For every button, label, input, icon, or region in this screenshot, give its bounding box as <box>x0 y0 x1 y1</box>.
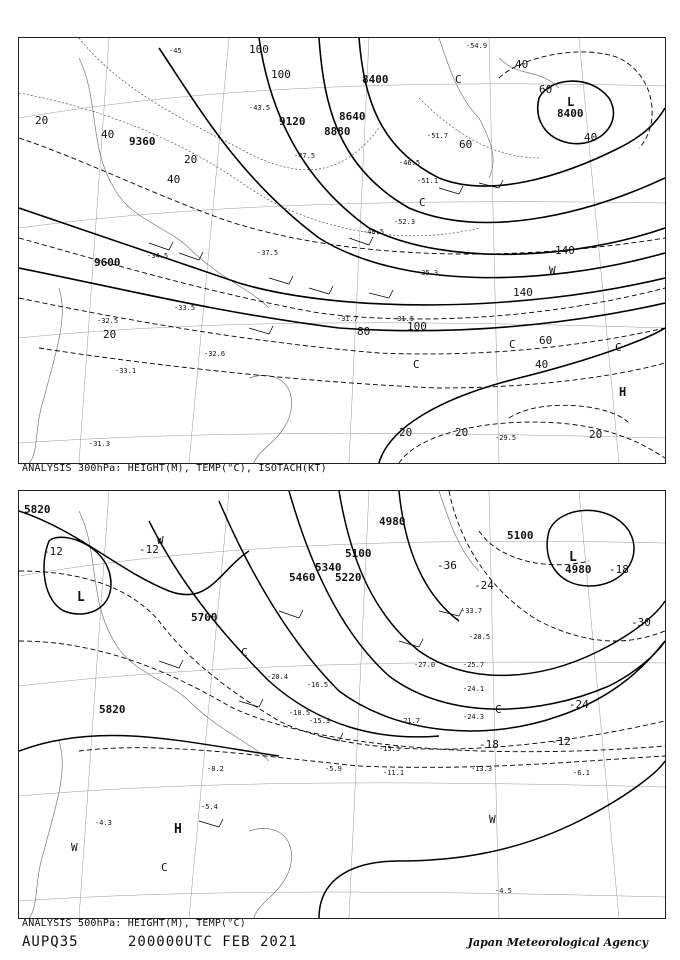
station-value: -54.9 <box>466 42 488 50</box>
isotach-label: 20 <box>399 426 413 439</box>
cold-marker: C <box>161 861 168 874</box>
cold-marker: C <box>615 341 622 354</box>
station-value: -13.3 <box>471 765 493 773</box>
map-500hpa <box>19 491 665 918</box>
warm-marker: W <box>71 841 78 854</box>
station-value: -35.3 <box>417 269 439 277</box>
isotach-label: 100 <box>271 68 291 81</box>
isotach-label: 20 <box>35 114 49 127</box>
isotach-label: 20 <box>589 428 603 441</box>
temperature-label: -24 <box>474 579 494 592</box>
temperature-label: -24 <box>569 698 589 711</box>
map-300hpa <box>19 38 665 463</box>
high-center-marker: H <box>619 385 627 399</box>
isotach-label: 80 <box>357 325 371 338</box>
isotach-label: 20 <box>455 426 469 439</box>
isotach-label: 60 <box>539 83 553 96</box>
warm-marker: W <box>157 534 164 547</box>
station-value: -45 <box>169 47 182 55</box>
station-value: -15.5 <box>379 745 401 753</box>
station-value: -46.5 <box>399 159 421 167</box>
isotach-label: 100 <box>407 320 427 333</box>
cold-marker: C <box>413 358 420 371</box>
station-value: -47.5 <box>294 152 316 160</box>
height-label: 5220 <box>335 571 362 584</box>
cold-marker: C <box>495 703 502 716</box>
chart-id: AUPQ35 <box>22 934 79 950</box>
station-value: -21.7 <box>399 717 421 725</box>
chart-500hpa <box>18 490 666 919</box>
low-center-marker: L <box>569 550 577 565</box>
cold-marker: C <box>241 646 248 659</box>
analysis-datetime: 200000UTC FEB 2021 <box>128 934 298 950</box>
temperature-label: -12 <box>43 545 63 558</box>
station-value: -24.1 <box>463 685 485 693</box>
isotach-label: 40 <box>515 58 529 71</box>
station-value: -32.5 <box>97 317 119 325</box>
height-label: 9600 <box>94 256 121 269</box>
station-value: -32.6 <box>204 350 226 358</box>
station-values <box>89 42 516 448</box>
station-value: -31.7 <box>337 315 359 323</box>
temperature-label: -36 <box>437 559 457 572</box>
height-label: 8400 <box>362 73 389 86</box>
low-center-marker: L <box>567 95 575 109</box>
station-value: -4.5 <box>495 887 512 895</box>
isotach-label: 20 <box>184 153 198 166</box>
high-center-marker: H <box>174 822 182 837</box>
station-value: -48.5 <box>363 228 385 236</box>
station-value: -11.1 <box>383 769 405 777</box>
caption-500hpa: ANALYSIS 500hPa: HEIGHT(M), TEMP(°C) <box>22 918 246 929</box>
cold-marker: C <box>455 73 462 86</box>
height-labels <box>94 73 584 269</box>
height-label: 5340 <box>315 561 342 574</box>
height-label: 9360 <box>129 135 156 148</box>
coastlines <box>29 38 559 463</box>
station-value: -31.3 <box>89 440 111 448</box>
coastlines <box>29 491 479 918</box>
station-value: -29.5 <box>495 434 517 442</box>
temperature-label: -18 <box>609 563 629 576</box>
station-value: -18.5 <box>289 709 311 717</box>
station-value: -33.1 <box>115 367 137 375</box>
isotherms <box>19 491 665 767</box>
isotach-label: 60 <box>459 138 473 151</box>
temperature-label: -12 <box>139 543 159 556</box>
station-value: -52.3 <box>394 218 416 226</box>
warm-marker: W <box>549 264 556 277</box>
height-label: 5700 <box>191 611 218 624</box>
isotach-label: 40 <box>101 128 115 141</box>
station-value: -37.5 <box>257 249 279 257</box>
height-label: 4980 <box>565 563 592 576</box>
station-value: -33.5 <box>174 304 196 312</box>
height-label: 9120 <box>279 115 306 128</box>
isotach-label: 100 <box>249 43 269 56</box>
cold-marker: C <box>509 338 516 351</box>
isotach-label: 40 <box>167 173 181 186</box>
height-label: 4980 <box>379 515 406 528</box>
station-value: -24.3 <box>463 713 485 721</box>
isotach-label: 40 <box>535 358 549 371</box>
station-value: -51.1 <box>417 177 439 185</box>
thermal-markers <box>71 534 502 874</box>
height-label: 5100 <box>345 547 372 560</box>
station-value: -25.7 <box>463 661 485 669</box>
height-label: 8880 <box>324 125 351 138</box>
station-value: -20.4 <box>267 673 289 681</box>
station-value: -16.5 <box>307 681 329 689</box>
height-label: 8400 <box>557 107 584 120</box>
caption-300hpa: ANALYSIS 300hPa: HEIGHT(M), TEMP(°C), ISOTACH(KT) <box>22 463 327 474</box>
pressure-centers <box>77 550 577 837</box>
height-label: 5820 <box>99 703 126 716</box>
station-value: -5.4 <box>201 803 218 811</box>
height-label: 5820 <box>24 503 51 516</box>
chart-300hpa <box>18 37 666 464</box>
station-value: -27.0 <box>414 661 436 669</box>
warm-marker: W <box>489 813 496 826</box>
temperature-label: -30 <box>631 616 651 629</box>
agency-name: Japan Meteorological Agency <box>467 936 648 949</box>
height-label: 8640 <box>339 110 366 123</box>
isotach-label: 60 <box>539 334 553 347</box>
cold-marker: C <box>419 196 426 209</box>
isotach-label: 20 <box>103 328 117 341</box>
station-values <box>95 607 590 895</box>
height-label: 5100 <box>507 529 534 542</box>
station-value: -43.5 <box>249 104 271 112</box>
station-value: -33.7 <box>461 607 483 615</box>
low-center-marker: L <box>77 590 85 605</box>
station-value: -28.5 <box>469 633 491 641</box>
wind-barbs <box>149 180 503 334</box>
height-label: 5460 <box>289 571 316 584</box>
station-value: -15.3 <box>309 717 331 725</box>
station-value: -34.5 <box>147 252 169 260</box>
station-value: -31.5 <box>393 315 415 323</box>
station-value: -6.1 <box>573 769 590 777</box>
station-value: -5.9 <box>325 765 342 773</box>
isotach-label: 40 <box>584 131 598 144</box>
station-value: -4.3 <box>95 819 112 827</box>
isotach-label: 140 <box>555 244 575 257</box>
isotach-label: 140 <box>513 286 533 299</box>
station-value: -51.7 <box>427 132 449 140</box>
station-value: -8.2 <box>207 765 224 773</box>
temperature-label: -12 <box>551 735 571 748</box>
temperature-label: -18 <box>479 738 499 751</box>
